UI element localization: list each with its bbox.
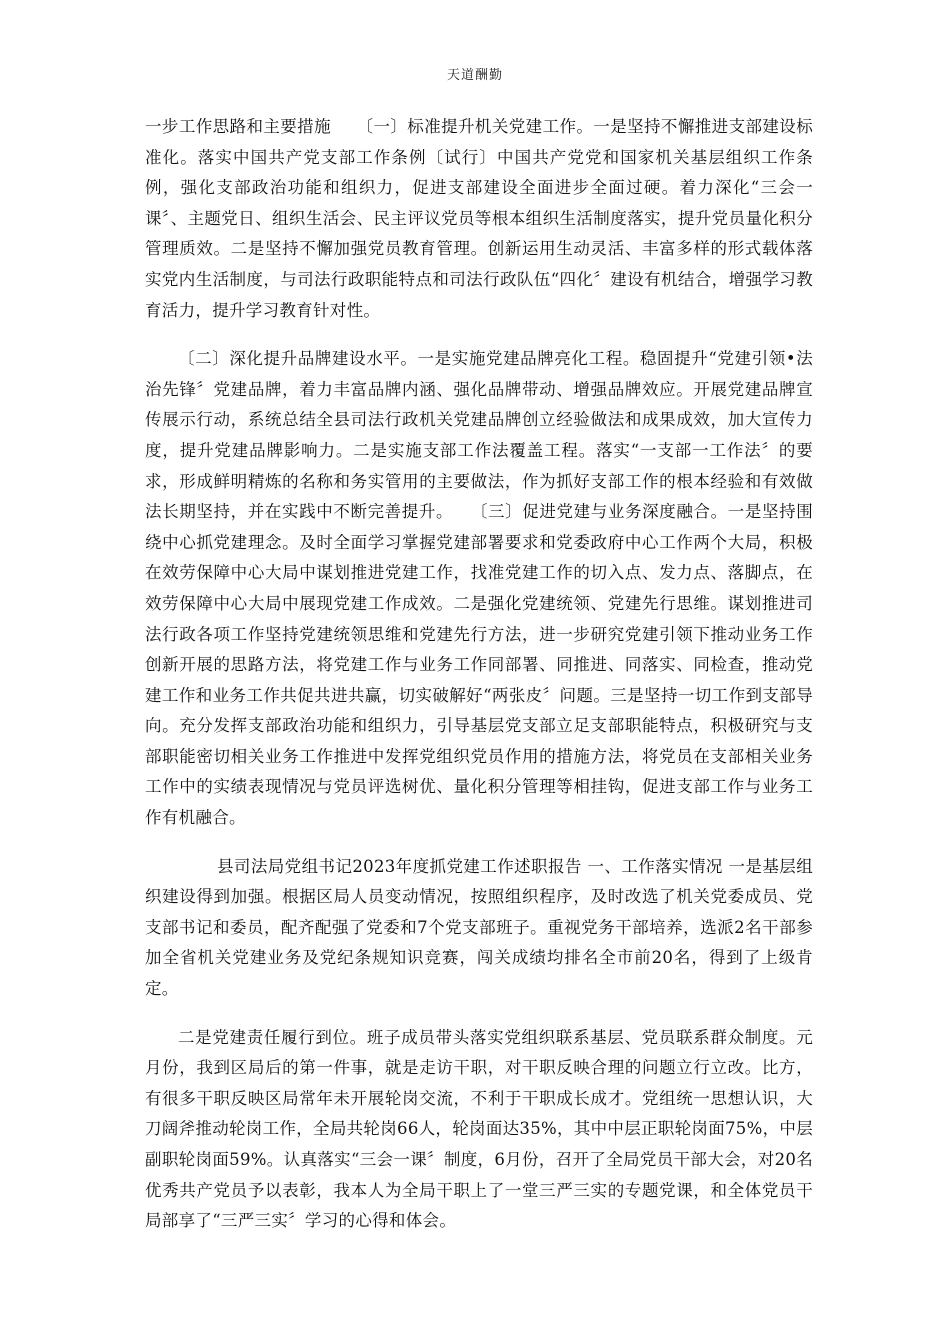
page-header: 天道酬勤 [446, 68, 503, 83]
paragraph-4: 二是党建责任履行到位。班子成员带头落实党组织联系基层、党员联系群众制度。元月份，我到区局后的第一件事，就是走访干职，对干职反映合理的问题立行立改。比方，有很多干职反映区局常年未开展轮岗交流，不利于干职成长成才。党组统一思想认识，大刀阔斧推动轮岗工作，全局共轮岗66人，轮岗面达35%，其中中层正职轮岗面75%，中层副职轮岗面59%。认真落实“三会一课〞制度，6月份，召开了全局党员干部大会，对20名优秀共产党员予以表彰，我本人为全局干职上了一堂三严三实的专题党课，和全体党员干局部享了“三严三实〞学习的心得和体会。 [145, 1027, 813, 1231]
paragraph-1: 一步工作思路和主要措施 〔一〕标准提升机关党建工作。一是坚持不懈推进支部建设标准化。落实中国共产党支部工作条例〔试行〕中国共产党党和国家机关基层组织工作条例，强化支部政治功能和组织力，促进支部建设全面进步全面过硬。着力深化“三会一课〞、主题党日、组织生活会、民主评议党员等根本组织生活制度落实，提升党员量化积分管理质效。二是坚持不懈加强党员教育管理。创新运用生动灵活、丰富多样的形式载体落实党内生活制度，与司法行政职能特点和司法行政队伍“四化〞建设有机结合，增强学习教育活力，提升学习教育针对性。 [145, 117, 813, 320]
paragraph-2: 〔二〕深化提升品牌建设水平。一是实施党建品牌亮化工程。稳固提升“党建引领•法治先锋〞党建品牌，着力丰富品牌内涵、强化品牌带动、增强品牌效应。开展党建品牌宣传展示行动，系统总结全县司法行政机关党建品牌创立经验做法和成果成效，加大宣传力度，提升党建品牌影响力。二是实施支部工作法覆盖工程。落实“一支部一工作法〞的要求，形成鲜明精炼的名称和务实管用的主要做法，作为抓好支部工作的根本经验和有效做法长期坚持，并在实践中不断完善提升。 〔三〕促进党建与业务深度融合。一是坚持围绕中心抓党建理念。及时全面学习掌握党建部署要求和党委政府中心工作两个大局，积极在效劳保障中心大局中谋划推进党建工作，找准党建工作的切入点、发力点、落脚点，在效劳保障中心大局中展现党建工作成效。二是强化党建统领、党建先行思维。谋划推进司法行政各项工作坚持党建统领思维和党建先行方法，进一步研究党建引领下推动业务工作创新开展的思路方法，将党建工作与业务工作同部署、同推进、同落实、同检查，推动党建工作和业务工作共促共进共赢，切实破解好“两张皮〞问题。三是坚持一切工作到支部导向。充分发挥支部政治功能和组织力，引导基层党支部立足支部职能特点，积极研究与支部职能密切相关业务工作推进中发挥党组织党员作用的措施方法，将党员在支部相关业务工作中的实绩表现情况与党员评选树优、量化积分管理等相挂钩，促进支部工作与业务工作有机融合。 [145, 349, 813, 828]
document-body [145, 112, 813, 1255]
paragraph-3: 县司法局党组书记2023年度抓党建工作述职报告 一、工作落实情况 一是基层组织建设得到加强。根据区局人员变动情况，按照组织程序，及时改选了机关党委成员、党支部书记和委员，配齐配强了党委和7个党支部班子。重视党务干部培养，选派2名干部参加全省机关党建业务及党纪条规知识竞赛，闯关成绩均排名全市前20名，得到了上级肯定。 [145, 856, 813, 999]
